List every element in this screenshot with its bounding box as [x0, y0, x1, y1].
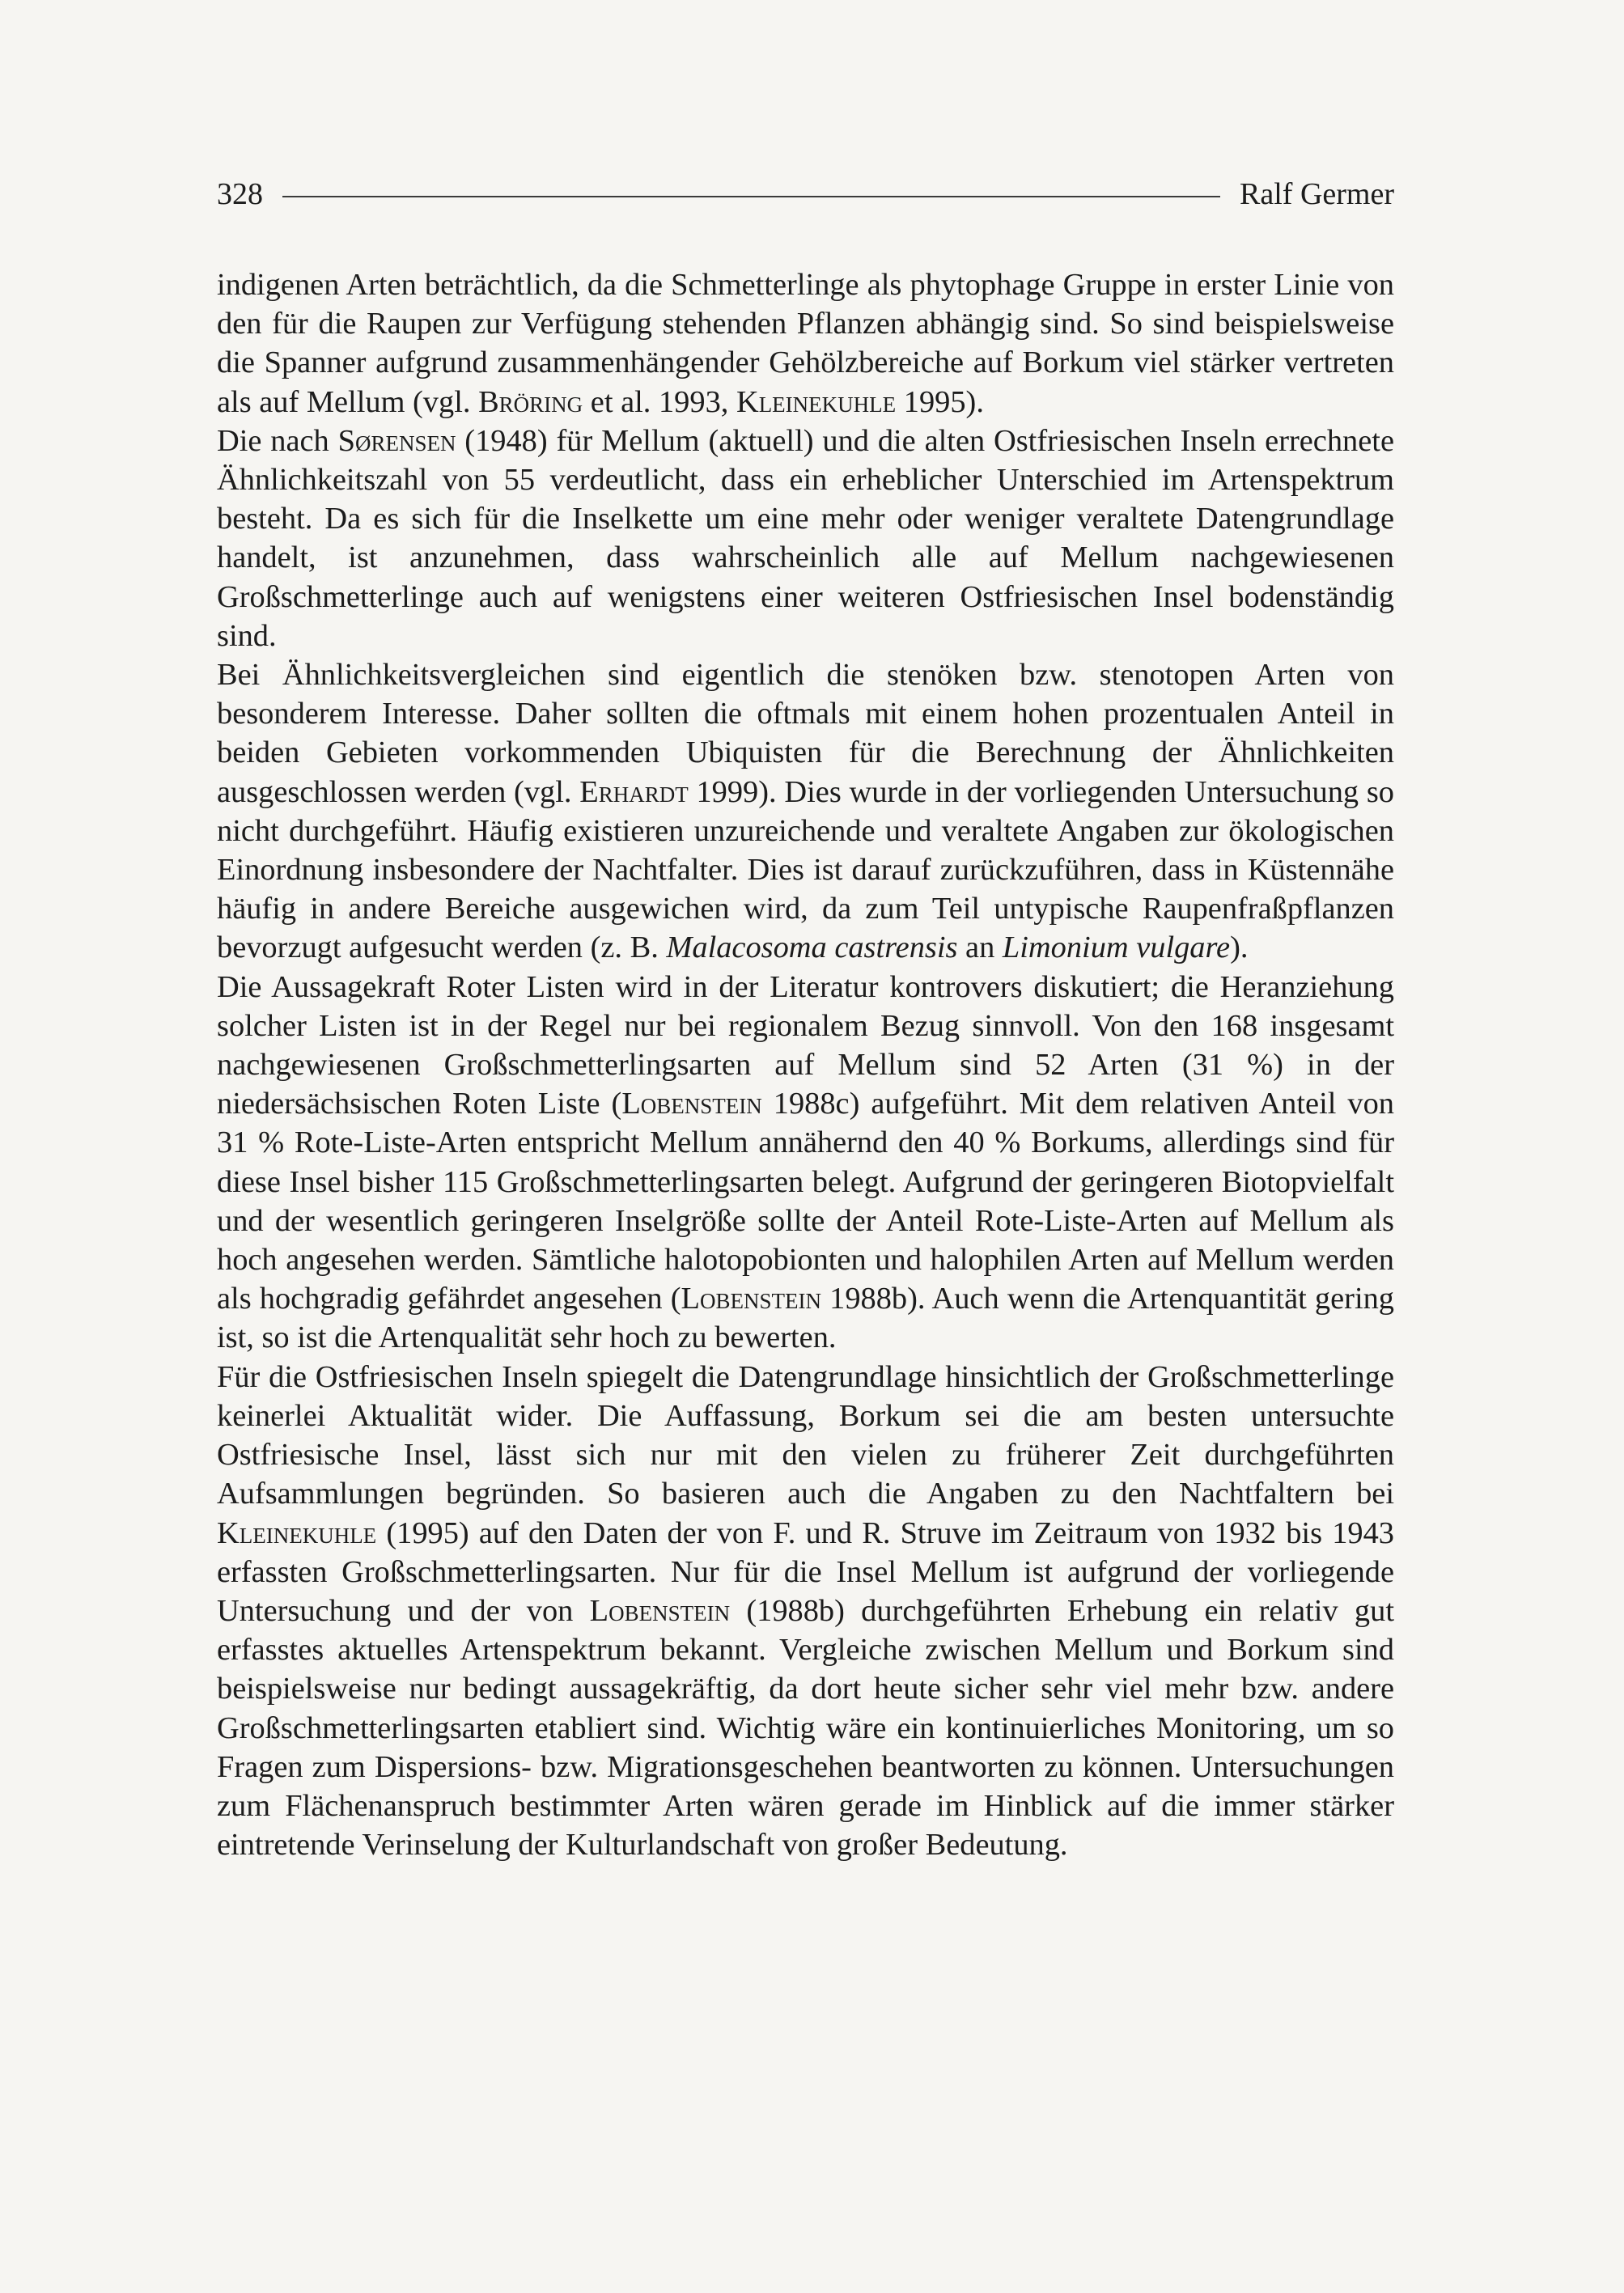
author-citation: Lobenstein: [621, 1087, 762, 1121]
text-run: (1948) für Mellum (aktuell) und die alten Ostfriesischen Inseln errechnete Ähnlichkeitszahl von 55 verdeutlicht, dass ein erheblicher Unterschied im Artenspektrum besteht. Da es sich für die Inselkette um eine mehr oder weniger veraltete Datengrundlage handelt, ist anzunehmen, dass wahrscheinlich alle auf Mellum nachgewiesenen Großschmetterlinge auch auf wenigstens einer weiteren Ostfriesischen Insel bodenständig sind.: [217, 423, 1394, 653]
body-text: [217, 265, 1394, 1864]
author-citation: Bröring: [478, 384, 583, 419]
text-run: Die Aussagekraft Roter Listen wird in der Literatur kontrovers diskutiert; die Heranziehung solcher Listen ist in der Regel nur bei regionalem Bezug sinnvoll. Von den 168 insgesamt nachgewiesenen Großschmetterlingsarten auf Mellum sind 52 Arten (31 %) in der niedersächsischen Roten Liste (: [217, 969, 1394, 1121]
text-run: et al. 1993,: [583, 384, 736, 419]
text-run: 1988b). Auch wenn die Artenquantität gering ist, so ist die Artenqualität sehr hoch zu bewerten.: [217, 1282, 1394, 1355]
header-rule: [282, 196, 1220, 197]
text-run: (1988b) durchgeführten Erhebung ein relativ gut erfasstes aktuelles Artenspektrum bekannt. Vergleiche zwischen Mellum und Borkum sind beispielsweise nur bedingt aussagekräftig, da dort heute sicher sehr viel mehr bzw. andere Großschmetterlingsarten etabliert sind. Wichtig wäre ein kontinuierliches Monitoring, um so Fragen zum Dispersions- bzw. Migrationsgeschehen beantworten zu können. Untersuchungen zum Flächenanspruch bestimmter Arten wären gerade im Hinblick auf die immer stärker eintretende Verinselung der Kulturlandschaft von großer Bedeutung.: [217, 1593, 1394, 1863]
paragraph: [217, 655, 1394, 968]
text-run: Für die Ostfriesischen Inseln spiegelt die Datengrundlage hinsichtlich der Großschmetterlinge keinerlei Aktualität wider. Die Auffassung, Borkum sei die am besten untersuchte Ostfriesische Insel, lässt sich nur mit den vielen zu früherer Zeit durchgeführten Aufsammlungen begründen. So basieren auch die Angaben zu den Nachtfaltern bei: [217, 1359, 1394, 1511]
text-run: 1988c) aufgeführt. Mit dem relativen Anteil von 31 % Rote-Liste-Arten entspricht Mellum annähernd den 40 % Borkums, allerdings sind für diese Insel bisher 115 Großschmetterlingsarten belegt. Aufgrund der geringeren Biotopvielfalt und der wesentlich geringeren Inselgröße sollte der Anteil Rote-Liste-Arten auf Mellum als hoch angesehen werden. Sämtliche halotopobionten und halophilen Arten auf Mellum werden als hochgradig gefährdet angesehen (: [217, 1087, 1394, 1316]
running-head: [217, 172, 1394, 216]
author-citation: Kleinekuhle: [736, 384, 897, 419]
author-citation: Kleinekuhle: [217, 1515, 377, 1550]
running-head-author: Ralf Germer: [1240, 177, 1394, 211]
text-run: (1995) auf den Daten der von F. und R. Struve im Zeitraum von 1932 bis 1943 erfassten Großschmetterlingsarten. Nur für die Insel Mellum ist aufgrund der vorliegende Untersuchung und der von: [217, 1515, 1394, 1628]
text-run: 1999). Dies wurde in der vorliegenden Untersuchung so nicht durchgeführt. Häufig existieren unzureichende und veraltete Angaben zur ökologischen Einordnung insbesondere der Nachtfalter. Dies ist darauf zurückzuführen, dass in Küstennähe häufig in andere Bereiche ausgewichen wird, da zum Teil untypische Raupenfraßpflanzen bevorzugt aufgesucht werden (z. B.: [217, 774, 1395, 965]
paragraph: [217, 1358, 1394, 1865]
author-citation: Sørensen: [337, 423, 456, 458]
author-citation: Lobenstein: [681, 1282, 821, 1316]
text-run: an: [957, 930, 1003, 965]
text-run: Die nach: [217, 423, 338, 458]
text-run: ).: [1230, 930, 1249, 965]
author-citation: Erhardt: [579, 774, 689, 809]
paragraph: [217, 265, 1394, 422]
author-citation: Lobenstein: [589, 1593, 731, 1628]
text-run: 1995).: [896, 384, 984, 419]
paragraph: [217, 422, 1394, 655]
text-run: Bei Ähnlichkeitsvergleichen sind eigentlich die stenöken bzw. stenotopen Arten von besonderem Interesse. Daher sollten die oftmals mit einem hohen prozentualen Anteil in beiden Gebieten vorkommenden Ubiquisten für die Berechnung der Ähnlichkeiten ausgeschlossen werden (vgl.: [217, 658, 1394, 809]
page-number: 328: [217, 177, 263, 211]
species-name: Malacosoma castrensis: [666, 930, 958, 965]
paragraph: [217, 968, 1394, 1358]
text-run: indigenen Arten beträchtlich, da die Schmetterlinge als phytophage Gruppe in erster Linie von den für die Raupen zur Verfügung stehenden Pflanzen abhängig sind. So sind beispielsweise die Spanner aufgrund zusammenhängender Gehölzbereiche auf Borkum viel stärker vertreten als auf Mellum (vgl.: [217, 268, 1394, 419]
species-name: Limonium vulgare: [1002, 930, 1231, 965]
